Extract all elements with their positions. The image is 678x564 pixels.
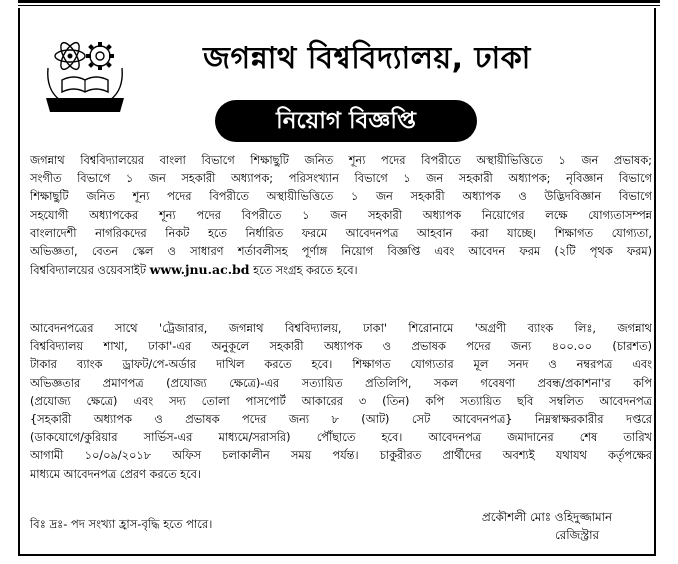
signatory-title: রেজিস্ট্রার (554, 528, 600, 542)
website-link[interactable]: www.jnu.ac.bd (149, 262, 250, 278)
paragraph-line: বাংলাদেশী নাগরিকদের নিকট হতে নির্ধারিত ফরমে আবেদনপত্র আহবান করা যাচ্ছে। শিক্ষাগত যোগ্যতা, (30, 226, 652, 240)
university-name: জগন্নাথ বিশ্ববিদ্যালয়, ঢাকা (203, 41, 531, 76)
university-logo-icon (40, 28, 130, 114)
top-border-thick (18, 0, 660, 3)
notice-paragraph-2 (30, 320, 652, 484)
paragraph-line: অভিজ্ঞতার প্রমাণপত্র (প্রযোজ্য ক্ষেত্রে)-এর সত্যায়িত প্রতিলিপি, সকল গবেষণা প্রবন্ধ/প্রকাশনা'র কপি (30, 376, 652, 390)
notice-title: নিয়োগ বিজ্ঞপ্তি (276, 107, 416, 134)
paragraph-line: শিক্ষাছুটি জনিত শূন্য পদের বিপরীতে অস্থায়ীভিত্তিতে ১ জন সহকারী অধ্যাপক ও উদ্ভিদবিজ্ঞান বিভাগে (30, 190, 652, 204)
top-border-thin (18, 5, 660, 6)
paragraph-line: মাধ্যমে আবেদনপত্র প্রেরণ করতে হবে। (30, 467, 201, 481)
notice-paragraph-1 (30, 152, 652, 280)
website-suffix: হতে সংগ্রহ করতে হবে। (249, 264, 358, 278)
paragraph-line: আগামী ১০/০৯/২০১৮ অফিস চলাকালীন সময় পর্যন্ত। চাকুরীরত প্রার্থীদের অবশ্যই যথাযথ কর্তৃপক্ষের (30, 449, 652, 463)
footnote: বিঃ দ্রঃ- পদ সংখ্যা হ্রাস-বৃদ্ধি হতে পারে। (30, 517, 213, 531)
paragraph-line: বিশ্ববিদ্যালয় শাখা, ঢাকা'-এর অনুকূলে সহকারী অধ্যাপক ও প্রভাষক পদের জন্য ৪০০.০০ (চারশত) (30, 340, 652, 354)
paragraph-line: (প্রযোজ্য ক্ষেত্রে) এবং সদ্য তোলা পাসপোর্ট আকারের ৩ (তিন) কপি সত্যায়িত ছবি সম্বলিত আবেদনপত্র (30, 394, 652, 408)
paragraph-line: জগন্নাথ বিশ্ববিদ্যালয়ের বাংলা বিভাগে শিক্ষাছুটি জনিত শূন্য পদের বিপরীতে অস্থায়ীভিত্তিতে ১ জন প্রভাষক; (30, 154, 652, 167)
paragraph-line: অভিজ্ঞতা, বেতন স্কেল ও সাধারণ শর্তাবলীসহ পূর্ণাঙ্গ নিয়োগ বিজ্ঞপ্তি এবং আবেদন ফরম (২টি পৃথক ফরম) (30, 245, 652, 259)
signature-block (432, 508, 662, 544)
paragraph-line: টাকার ব্যাংক ড্রাফট/পে-অর্ডার দাখিল করতে হবে। শিক্ষাগত যোগ্যতার মূল সনদ ও নম্বরপত্র এবং (30, 358, 652, 372)
notice-title-badge (215, 100, 477, 142)
paragraph-line: সংগীত বিভাগে ১ জন সহকারী অধ্যাপক; পরিসংখ্যান বিভাগে ১ জন সহকারী অধ্যাপক; নৃবিজ্ঞান বিভাগে (30, 172, 652, 186)
signatory-name: প্রকৌশলী মোঃ ওহিদুজ্জামান (481, 510, 613, 524)
paragraph-line (30, 261, 652, 280)
paragraph-line: (ডাকযোগে/কুরিয়ার সার্ভিস-এর মাধ্যমে/সরাসরি) পৌঁছাতে হবে। আবেদনপত্র জমাদানের শেষ তারিখ (30, 431, 652, 445)
paragraph-line: আবেদনপত্রের সাথে 'ট্রেজারার, জগন্নাথ বিশ্ববিদ্যালয়, ঢাকা' শিরোনামে 'অগ্রণী ব্যাংক লিঃ, জগন্নাথ (30, 322, 652, 335)
website-prefix: বিশ্ববিদ্যালয়ের ওয়েবসাইট (30, 264, 150, 278)
paragraph-line: সহযোগী অধ্যাপকের শূন্য পদের বিপরীতে ১ জন সহকারী অধ্যাপক নিয়োগের লক্ষে যোগ্যতাসম্পন্ন (30, 208, 652, 222)
paragraph-line: {সহকারী অধ্যাপক ও প্রভাষক পদের জন্য ৮ (আট) সেট আবেদনপত্র} নিম্নস্বাক্ষরকারীর দপ্তরে (30, 413, 652, 427)
